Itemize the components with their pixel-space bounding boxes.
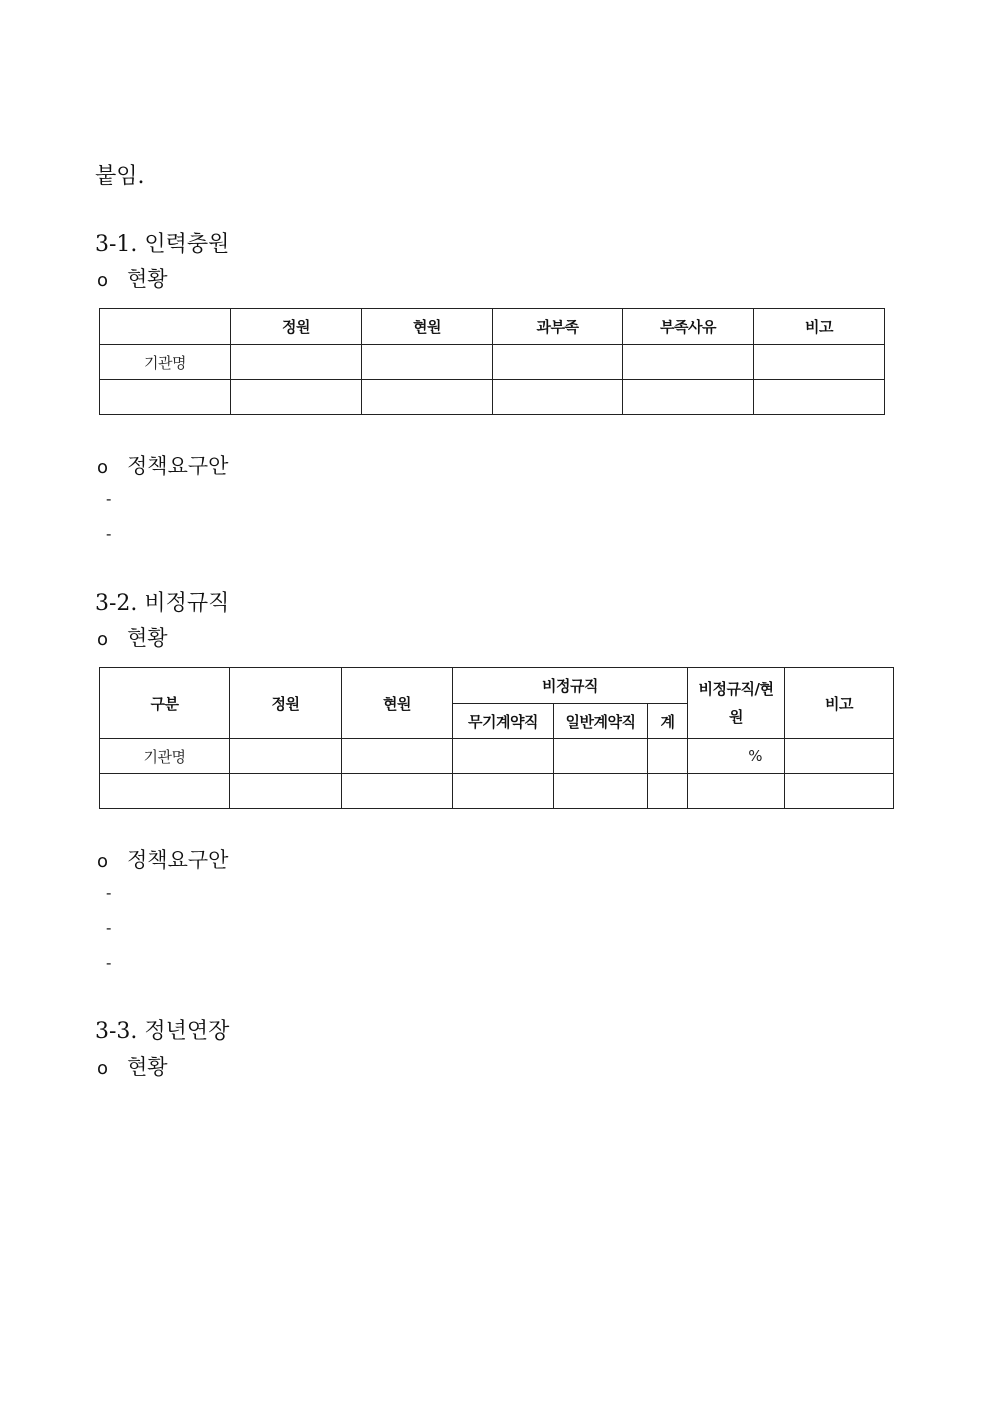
status-label: 현황 (127, 267, 168, 291)
bullet-mark: o (97, 629, 109, 650)
section-heading-3-2: 3-2. 비정규직 (95, 591, 230, 616)
table-cell (100, 380, 231, 415)
header-cell (100, 309, 231, 345)
policy-label: 정책요구안 (127, 454, 229, 478)
header-cell: 무기계약직 (453, 704, 554, 739)
table-row (100, 380, 885, 415)
status-label: 현황 (127, 1055, 168, 1079)
bullet-mark: o (97, 1058, 109, 1079)
header-cell: 과부족 (493, 309, 623, 345)
table-cell (554, 739, 648, 774)
policy-item: - (106, 524, 112, 543)
header-cell: 비고 (754, 309, 885, 345)
table-cell (785, 774, 894, 809)
table-cell (623, 345, 754, 380)
table-cell (554, 774, 648, 809)
header-cell: 계 (648, 704, 688, 739)
table-cell (493, 380, 623, 415)
table-cell (100, 774, 230, 809)
bullet-mark: o (97, 270, 109, 291)
table-cell (453, 774, 554, 809)
table-cell (231, 345, 362, 380)
policy-bullet-3-1 (97, 453, 228, 481)
percent-cell (688, 739, 785, 774)
table-cell (362, 380, 493, 415)
table-cell (754, 345, 885, 380)
table-cell (785, 739, 894, 774)
header-cell: 현원 (362, 309, 493, 345)
table-header-row (100, 668, 894, 704)
table-cell (453, 739, 554, 774)
table-cell (230, 774, 342, 809)
policy-item: - (106, 953, 112, 972)
table-cell (623, 380, 754, 415)
table-row (100, 739, 894, 774)
table-cell: 기관명 (100, 345, 231, 380)
non-regular-table (99, 667, 894, 809)
bullet-mark: o (97, 457, 109, 478)
table-cell (754, 380, 885, 415)
table-cell: 기관명 (100, 739, 230, 774)
header-cell: 일반계약직 (554, 704, 648, 739)
header-cell: 비정규직/현원 (688, 668, 785, 739)
status-label: 현황 (127, 626, 168, 650)
status-bullet-3-2 (97, 625, 168, 653)
table-row (100, 345, 885, 380)
table-cell (342, 774, 453, 809)
table-cell (648, 774, 688, 809)
header-cell: 비정규직 (453, 668, 688, 704)
header-cell: 정원 (230, 668, 342, 739)
table-row (100, 774, 894, 809)
header-cell: 비고 (785, 668, 894, 739)
policy-item: - (106, 918, 112, 937)
table-cell (493, 345, 623, 380)
header-cell: 구분 (100, 668, 230, 739)
staffing-table (99, 308, 885, 415)
section-heading-3-1: 3-1. 인력충원 (95, 232, 230, 257)
policy-bullet-3-2 (97, 847, 228, 875)
attachment-label: 붙임. (95, 164, 145, 189)
status-bullet-3-1 (97, 266, 168, 294)
section-heading-3-3: 3-3. 정년연장 (95, 1019, 230, 1044)
table-cell (231, 380, 362, 415)
table-header-row (100, 309, 885, 345)
policy-item: - (106, 883, 112, 902)
percent-sign: % (748, 747, 763, 765)
status-bullet-3-3 (97, 1054, 168, 1082)
header-cell: 현원 (342, 668, 453, 739)
table-cell (362, 345, 493, 380)
header-cell: 정원 (231, 309, 362, 345)
table-cell (342, 739, 453, 774)
bullet-mark: o (97, 851, 109, 872)
policy-item: - (106, 489, 112, 508)
table-cell (688, 774, 785, 809)
table-cell (648, 739, 688, 774)
header-cell: 부족사유 (623, 309, 754, 345)
table-cell (230, 739, 342, 774)
policy-label: 정책요구안 (127, 848, 229, 872)
